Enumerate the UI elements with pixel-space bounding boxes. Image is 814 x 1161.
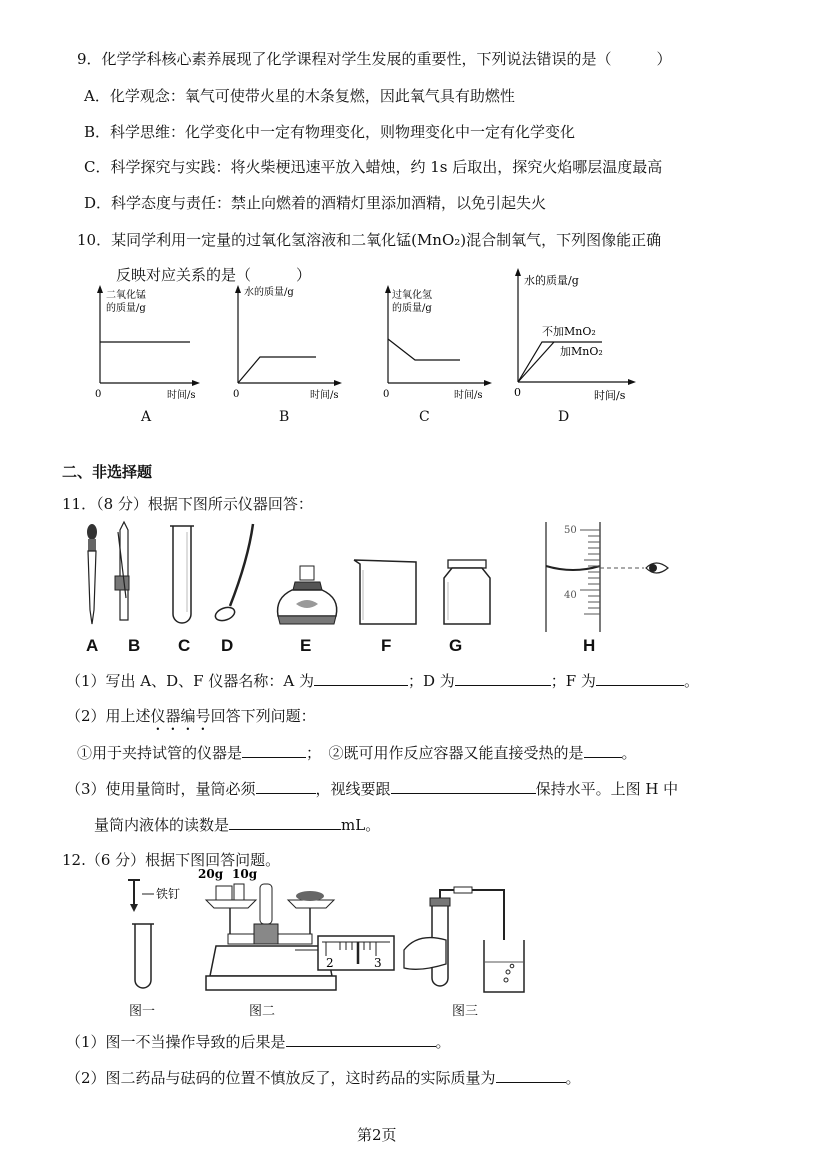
q9-option-b: B．科学思维：化学变化中一定有物理变化，则物理变化中一定有化学变化 — [84, 123, 576, 141]
y-label: 水的质量/g — [244, 287, 294, 298]
q9-stem: 9．化学学科核心素养展现了化学课程对学生发展的重要性，下列说法错误的是（ ） — [77, 50, 672, 68]
x-label: 时间/s — [594, 389, 626, 402]
q12-figure — [120, 868, 540, 1018]
scale-3: 3 — [374, 956, 382, 970]
scale-2: 2 — [326, 956, 334, 970]
q11-p3-text-a: （3）使用量筒时，量筒必须 — [66, 780, 256, 798]
answer-blank-d[interactable] — [455, 671, 551, 686]
q11-p2-end: 。 — [621, 744, 637, 762]
q12-p2-end: 。 — [565, 1069, 581, 1087]
x-label: 时间/s — [310, 390, 339, 401]
answer-blank-reading[interactable] — [229, 815, 341, 830]
legend-with-mno2: 加MnO₂ — [560, 345, 603, 358]
series-line — [238, 357, 316, 383]
q11-p3-text-d: 量筒内液体的读数是 — [94, 816, 230, 834]
arrow — [628, 379, 636, 385]
q11-p2-emphasis: 仪器编号 — [150, 707, 211, 725]
left-pan — [206, 900, 256, 908]
answer-blank-holder[interactable] — [242, 743, 306, 758]
answer-blank-consequence[interactable] — [286, 1032, 436, 1047]
page-number: 第2页 — [357, 1126, 397, 1144]
q10-stem-line1: 10．某同学利用一定量的过氧化氢溶液和二氧化锰(MnO₂)混合制氧气，下列图像能正确 — [77, 231, 662, 249]
label-f: F — [381, 636, 392, 655]
fig3-caption: 图三 — [452, 1004, 479, 1019]
legend-without-mno2: 不加MnO₂ — [542, 325, 596, 338]
reagent-bottle-icon — [444, 560, 490, 624]
q11-p3-text-c: 保持水平。上图 H 中 — [535, 780, 679, 798]
test-tube-holder-icon — [115, 522, 129, 620]
weight-icon — [216, 886, 232, 900]
label-g: G — [449, 636, 463, 655]
y-label-2: 的质量/g — [392, 303, 432, 314]
beaker-icon — [484, 940, 524, 992]
test-tube-icon — [135, 924, 151, 988]
arrow — [334, 380, 342, 386]
fig1-nail-tube — [128, 880, 180, 988]
q12-part2 — [66, 1067, 581, 1088]
label-e: E — [300, 636, 312, 655]
q9-option-d: D．科学态度与责任：禁止向燃着的酒精灯里添加酒精，以免引起失火 — [84, 194, 547, 212]
spoon-icon — [214, 524, 253, 623]
q12-p1-end: 。 — [435, 1033, 451, 1051]
q11-part3 — [66, 778, 678, 799]
q11-p2-item1: ①用于夹持试管的仪器是 — [77, 744, 243, 762]
q12-p1-text: （1）图一不当操作导致的后果是 — [66, 1033, 286, 1051]
beaker-icon — [354, 560, 416, 624]
q12-stem: 12.（6 分）根据下图回答问题。 — [62, 851, 281, 869]
q12-part1 — [66, 1031, 451, 1052]
nail-label: 铁钉 — [156, 887, 181, 901]
answer-blank-cylinder[interactable] — [256, 779, 316, 794]
arrow — [515, 268, 521, 276]
sample-icon — [296, 891, 324, 901]
q9-option-a: A．化学观念：氧气可使带火星的木条复燃，因此氧气具有助燃性 — [84, 87, 515, 105]
section-heading: 二、非选择题 — [62, 463, 153, 481]
series-without-mno2 — [518, 342, 554, 382]
q11-part3-reading — [94, 814, 380, 835]
arrow — [385, 285, 391, 293]
fig1-caption: 图一 — [129, 1004, 156, 1019]
weight-20g: 20g — [198, 868, 224, 881]
x-label: 时间/s — [167, 390, 196, 401]
q11-part2-items — [77, 742, 637, 763]
origin: 0 — [233, 389, 240, 400]
label-h: H — [583, 636, 596, 655]
y-label: 水的质量/g — [524, 274, 579, 287]
hand-icon — [404, 938, 446, 970]
arrow — [484, 380, 492, 386]
origin: 0 — [95, 389, 102, 400]
y-label-1: 二氧化锰 — [106, 290, 146, 301]
q11-p1-text-c: ；F 为 — [550, 672, 596, 690]
q11-p2-text-b: 回答下列问题： — [210, 707, 316, 725]
q11-part1 — [66, 670, 699, 691]
q9-option-c: C．科学探究与实践：将火柴梗迅速平放入蜡烛，约 1s 后取出，探究火焰哪层温度最高 — [84, 158, 663, 176]
scale-40: 40 — [564, 590, 577, 601]
weight-10g: 10g — [232, 868, 258, 881]
q11-p1-text-a: （1）写出 A、D、F 仪器名称：A 为 — [66, 672, 314, 690]
fig2-balance — [198, 868, 394, 990]
series-line — [388, 339, 460, 360]
q10-chart-d — [508, 266, 638, 404]
weight-icon — [234, 884, 244, 900]
fig3-airtightness — [404, 887, 524, 992]
chart-label-c: C — [419, 409, 430, 425]
q11-p2-text: （2）用上述 — [66, 707, 151, 725]
q11-stem: 11．（8 分）根据下图所示仪器回答： — [62, 495, 313, 513]
q10-chart-a — [90, 283, 200, 403]
origin: 0 — [383, 389, 390, 400]
scale-50: 50 — [564, 525, 577, 536]
y-label-2: 的质量/g — [106, 303, 146, 314]
q11-p2-item2: ； ②既可用作反应容器又能直接受热的是 — [306, 744, 584, 762]
label-d: D — [221, 636, 234, 655]
answer-blank-heatable[interactable] — [584, 743, 622, 758]
answer-blank-a[interactable] — [314, 671, 408, 686]
q10-chart-c — [378, 283, 493, 403]
label-a: A — [86, 636, 99, 655]
arrow — [235, 285, 241, 293]
right-pan — [288, 900, 334, 908]
q11-p3-text-b: ，视线要跟 — [315, 780, 391, 798]
q11-p1-text-d: 。 — [683, 672, 699, 690]
chart-label-a: A — [141, 409, 152, 425]
q12-p2-text: （2）图二药品与砝码的位置不慎放反了，这时药品的实际质量为 — [66, 1069, 496, 1087]
q11-part2 — [66, 705, 316, 734]
arrow — [97, 285, 103, 293]
alcohol-lamp-icon — [278, 566, 337, 624]
y-label-1: 过氧化氢 — [392, 290, 432, 301]
test-tube-icon — [170, 526, 194, 623]
answer-blank-mass[interactable] — [496, 1068, 566, 1083]
chart-label-b: B — [279, 409, 290, 425]
dropper-icon — [87, 524, 97, 624]
chart-label-d: D — [558, 409, 570, 425]
label-c: C — [178, 636, 191, 655]
graduated-cylinder-icon — [546, 522, 668, 632]
origin: 0 — [514, 386, 521, 399]
q10-chart-b — [228, 283, 343, 403]
answer-blank-sightline[interactable] — [391, 779, 536, 794]
q10-stem-line2: 反映对应关系的是（ ） — [116, 266, 312, 284]
q11-instruments-figure — [70, 520, 690, 635]
answer-blank-f[interactable] — [596, 671, 684, 686]
label-b: B — [128, 636, 141, 655]
q11-p3-unit: mL。 — [341, 816, 381, 834]
q11-p1-text-b: ；D 为 — [407, 672, 455, 690]
fig2-caption: 图二 — [249, 1004, 276, 1019]
x-label: 时间/s — [454, 390, 483, 401]
arrow — [192, 380, 200, 386]
